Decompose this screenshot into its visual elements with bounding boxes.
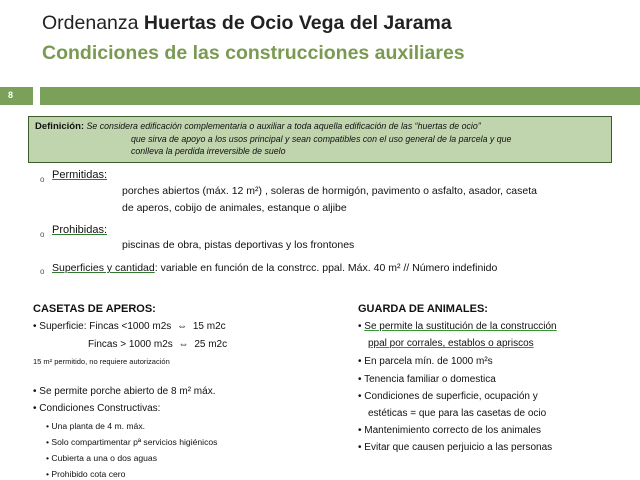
casetas-heading: CASETAS DE APEROS: <box>33 303 156 315</box>
guarda-item: • Mantenimiento correcto de los animales <box>358 425 542 436</box>
guarda-item: • Condiciones de superficie, ocupación y <box>358 391 538 402</box>
guarda-item-text: Tenencia familiar o domestica <box>364 374 496 385</box>
header-bar <box>40 87 640 105</box>
guarda-item-text: En parcela mín. de 1000 m²s <box>364 356 493 367</box>
guarda-item-cont <box>368 408 546 419</box>
casetas-sub-item: • Una planta de 4 m. máx. <box>46 421 146 431</box>
bullet-icon: o <box>40 267 45 276</box>
prohibidas-label: Prohibidas: <box>52 224 108 236</box>
guarda-item: • Tenencia familiar o domestica <box>358 374 496 385</box>
casetas-sub-item: • Prohibido cota cero <box>46 469 126 479</box>
bullet-icon: o <box>40 175 45 184</box>
guarda-item-text: Evitar que causen perjuicio a las personas <box>364 442 553 453</box>
definition-line-3: conlleva la perdida irreversible de suelo <box>131 146 286 156</box>
guarda-item-text: Mantenimiento correcto de los animales <box>364 425 542 436</box>
definition-box <box>28 116 612 163</box>
definition-line-1: Se considera edificación complementaria o auxiliar a toda aquella edificación de las “huertas de ocio” <box>86 121 481 131</box>
superficies-row <box>52 260 497 277</box>
casetas-superficie-1-value: 15 m2c <box>192 321 226 332</box>
title-bold: Huertas de Ocio Vega del Jarama <box>143 12 452 34</box>
permitidas-line-2: de aperos, cobijo de animales, estanque o aljibe <box>122 202 347 214</box>
guarda-item-text: estéticas = que para las casetas de ocio <box>368 408 547 419</box>
double-arrow-icon: ⇔ <box>177 321 188 332</box>
casetas-porche: • Se permite porche abierto de 8 m² máx. <box>33 386 216 397</box>
guarda-item: • En parcela mín. de 1000 m²s <box>358 356 493 367</box>
casetas-superficie-2-label: Fincas > 1000 m2s <box>88 339 173 350</box>
title-prefix: Ordenanza <box>42 12 139 34</box>
double-arrow-icon: ⇔ <box>178 339 189 350</box>
guarda-item: • Se permite la sustitución de la construcción <box>358 321 557 332</box>
bullet-icon: o <box>40 230 45 239</box>
casetas-sub-item: • Cubierta a una o dos aguas <box>46 453 157 463</box>
casetas-sub-item: • Solo compartimentar pª servicios higiénicos <box>46 437 218 447</box>
permitidas-line-1: porches abiertos (máx. 12 m²) , soleras de hormigón, pavimento o asfalto, asador, caseta <box>122 185 537 197</box>
guarda-item: • Evitar que causen perjuicio a las personas <box>358 442 553 453</box>
casetas-superficie-1-label: • Superficie: Fincas <1000 m2s <box>33 321 172 332</box>
guarda-item-cont <box>368 338 534 349</box>
guarda-heading: GUARDA DE ANIMALES: <box>358 303 488 315</box>
page-subtitle: Condiciones de las construcciones auxiliares <box>42 42 465 64</box>
superficies-text: : variable en función de la constrcc. ppal. Máx. 40 m² // Número indefinido <box>154 262 498 274</box>
casetas-superficie-1 <box>33 321 226 332</box>
casetas-superficie-2 <box>88 339 227 350</box>
prohibidas-line-1: piscinas de obra, pistas deportivas y los frontones <box>122 239 355 251</box>
guarda-item-text: Se permite la sustitución de la construcción <box>364 321 557 332</box>
definition-label: Definición: <box>35 121 85 132</box>
guarda-item-text: ppal por corrales, establos o apriscos <box>368 338 534 349</box>
casetas-superficie-2-value: 25 m2c <box>194 339 228 350</box>
slide-number: 8 <box>0 87 33 105</box>
permitidas-label: Permitidas: <box>52 169 108 181</box>
superficies-label: Superficies y cantidad <box>52 262 155 274</box>
guarda-item-text: Condiciones de superficie, ocupación y <box>364 391 538 402</box>
casetas-condiciones: • Condiciones Constructivas: <box>33 403 161 414</box>
definition-line-2: que sirva de apoyo a los usos principal y sean compatibles con el uso general de la parcela y que <box>131 134 512 144</box>
page-title <box>42 12 452 35</box>
casetas-note: 15 m² permitido, no requiere autorización <box>33 357 170 366</box>
